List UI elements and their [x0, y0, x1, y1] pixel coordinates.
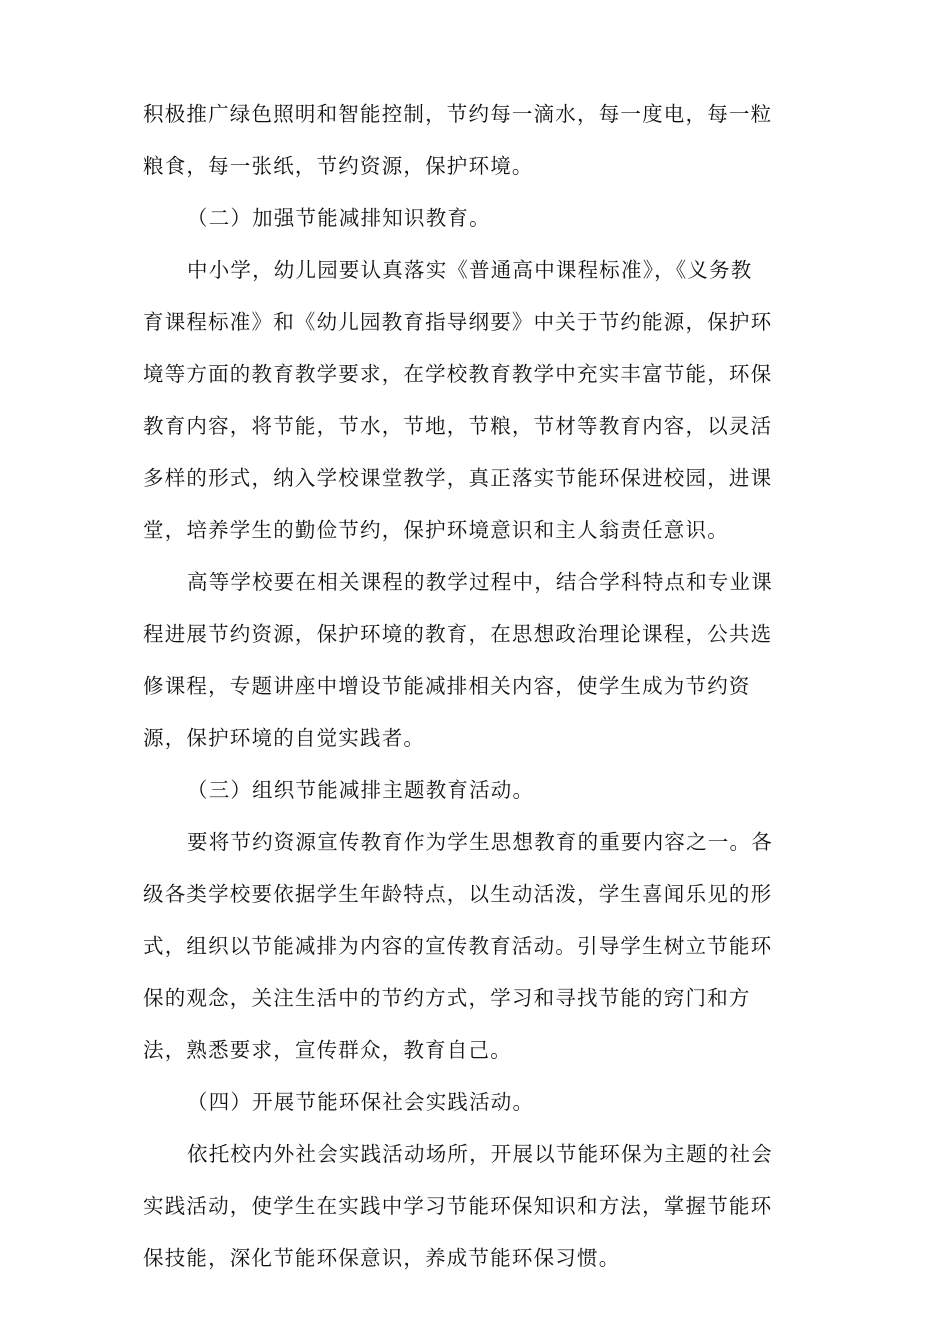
text-line: 级各类学校要依据学生年龄特点，以生动活泼，学生喜闻乐见的形: [143, 882, 773, 906]
text-line: 保技能，深化节能环保意识，养成节能环保习惯。: [143, 1246, 621, 1270]
text-line: 源，保护环境的自觉实践者。: [143, 726, 426, 750]
text-line: 式，组织以节能减排为内容的宣传教育活动。引导学生树立节能环: [143, 934, 773, 958]
text-line: 修课程，专题讲座中增设节能减排相关内容，使学生成为节约资: [143, 674, 751, 698]
section-heading: （二）加强节能减排知识教育。: [187, 206, 491, 230]
section-heading: （四）开展节能环保社会实践活动。: [187, 1090, 535, 1114]
text-line: 堂，培养学生的勤俭节约，保护环境意识和主人翁责任意识。: [143, 518, 729, 542]
text-line: 积极推广绿色照明和智能控制，节约每一滴水，每一度电，每一粒: [143, 102, 773, 126]
paragraph-start: 高等学校要在相关课程的教学过程中，结合学科特点和专业课: [187, 570, 773, 594]
section-heading: （三）组织节能减排主题教育活动。: [187, 778, 535, 802]
paragraph-start: 依托校内外社会实践活动场所，开展以节能环保为主题的社会: [187, 1142, 773, 1166]
text-line: 程进展节约资源，保护环境的教育，在思想政治理论课程，公共选: [143, 622, 773, 646]
paragraph-start: 要将节约资源宣传教育作为学生思想教育的重要内容之一。各: [187, 830, 773, 854]
text-line: 教育内容，将节能，节水，节地，节粮，节材等教育内容，以灵活: [143, 414, 773, 438]
document-body: [143, 88, 803, 1284]
text-line: 保的观念，关注生活中的节约方式，学习和寻找节能的窍门和方: [143, 986, 751, 1010]
text-line: 境等方面的教育教学要求，在学校教育教学中充实丰富节能，环保: [143, 362, 773, 386]
text-line: 粮食，每一张纸，节约资源，保护环境。: [143, 154, 534, 178]
paragraph-start: 中小学，幼儿园要认真落实《普通高中课程标准》，《义务教: [187, 258, 753, 282]
text-line: 育课程标准》和《幼儿园教育指导纲要》中关于节约能源，保护环: [143, 310, 773, 334]
text-line: 实践活动，使学生在实践中学习节能环保知识和方法，掌握节能环: [143, 1194, 773, 1218]
text-line: 法，熟悉要求，宣传群众，教育自己。: [143, 1038, 512, 1062]
text-line: 多样的形式，纳入学校课堂教学，真正落实节能环保进校园，进课: [143, 466, 773, 490]
